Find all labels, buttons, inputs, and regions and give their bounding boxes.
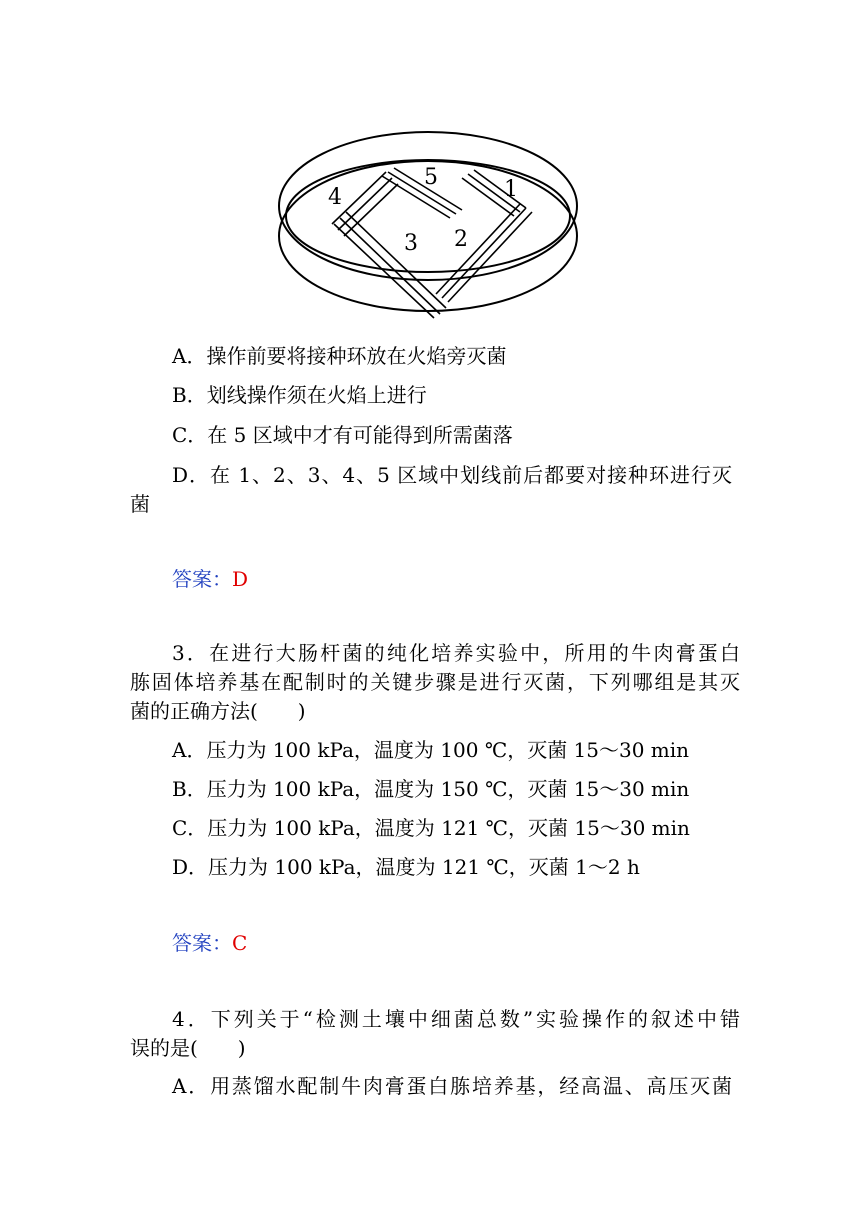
petri-dish-figure (276, 124, 584, 320)
petri-dish-streak-diagram (276, 124, 584, 320)
q4-option-a: A．用蒸馏水配制牛肉膏蛋白胨培养基，经高温、高压灭菌 (172, 1074, 732, 1098)
q3-option-a: A．压力为 100 kPa，温度为 100 ℃，灭菌 15～30 min (172, 738, 690, 762)
q3-stem-line-1: 3．在进行大肠杆菌的纯化培养实验中，所用的牛肉膏蛋白 (172, 641, 740, 665)
q2-option-b: B．划线操作须在火焰上进行 (172, 383, 427, 407)
q3-option-d: D．压力为 100 kPa，温度为 121 ℃，灭菌 1～2 h (172, 855, 640, 879)
zone-labels (328, 165, 518, 256)
zone-label-3: 3 (404, 231, 418, 256)
q3-answer (172, 930, 732, 956)
zone-label-5: 5 (424, 165, 438, 190)
q3-option-c: C．压力为 100 kPa，温度为 121 ℃，灭菌 15～30 min (172, 816, 690, 840)
q3-option-b: B．压力为 100 kPa，温度为 150 ℃，灭菌 15～30 min (172, 777, 690, 801)
q3-stem-line-3: 菌的正确方法( ) (130, 699, 306, 723)
q2-option-d-continued: 菌 (130, 492, 150, 516)
q4-stem-line-2: 误的是( ) (130, 1036, 246, 1060)
q2-option-d: D．在 1、2、3、4、5 区域中划线前后都要对接种环进行灭 (172, 463, 732, 487)
q2-answer (172, 566, 732, 592)
dish-rim-outer-top (279, 132, 577, 280)
q3-answer-label: 答案： (172, 931, 232, 955)
zone-label-1: 1 (504, 177, 518, 202)
q2-option-a: A．操作前要将接种环放在火焰旁灭菌 (172, 344, 507, 368)
zone-label-2: 2 (454, 227, 468, 252)
q4-stem-line-1: 4．下列关于“检测土壤中细菌总数”实验操作的叙述中错 (172, 1007, 740, 1031)
q2-answer-label: 答案： (172, 567, 232, 591)
streak-lines (332, 168, 532, 318)
q3-answer-value: C (232, 931, 248, 955)
q2-option-c: C．在 5 区域中才有可能得到所需菌落 (172, 423, 513, 447)
q3-stem-line-2: 胨固体培养基在配制时的关键步骤是进行灭菌，下列哪组是其灭 (130, 670, 740, 694)
zone-label-4: 4 (328, 185, 342, 210)
q2-answer-value: D (232, 567, 249, 591)
